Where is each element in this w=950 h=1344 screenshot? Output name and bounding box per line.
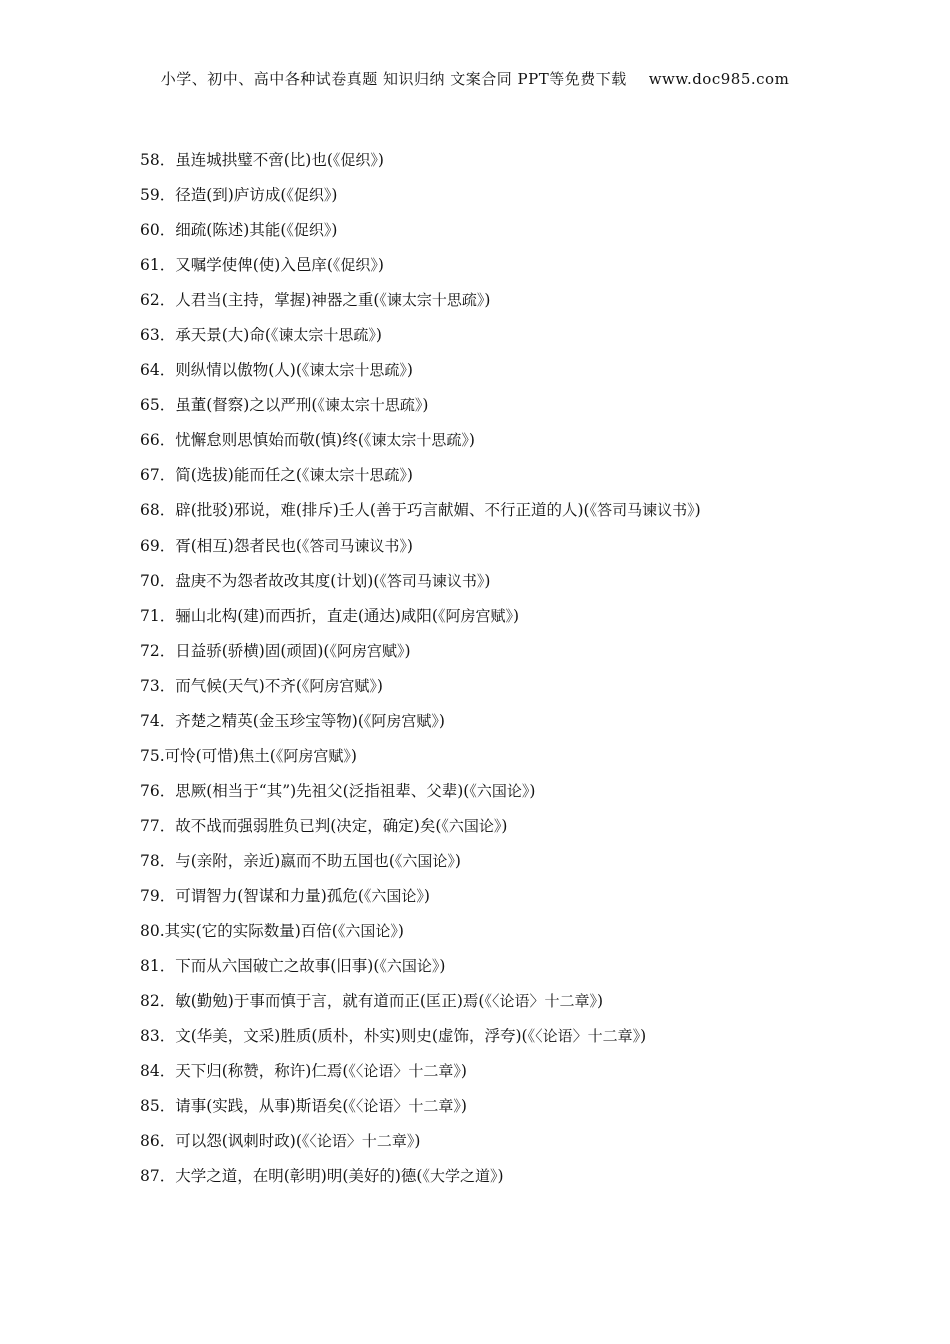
item-text: 虽连城拱璧不啻(比)也(	[175, 151, 333, 169]
item-source: 《〈论语〉十二章》	[527, 1027, 641, 1046]
list-item	[140, 1023, 930, 1058]
item-text: 文(华美，文采)胜质(质朴，朴实)则史(虚饰，浮夸)(	[175, 1027, 528, 1046]
item-source: 《阿房宫赋》	[437, 606, 513, 625]
list-item	[140, 988, 930, 1023]
item-source: 《〈论语〉十二章》	[484, 992, 597, 1011]
item-number: 64．	[140, 361, 176, 380]
item-number: 71．	[140, 606, 176, 625]
item-source: 《〈论语〉十二章》	[301, 1132, 415, 1151]
item-number: 82．	[140, 992, 176, 1011]
item-number: 74．	[140, 711, 176, 730]
item-number: 81．	[140, 957, 176, 976]
item-source: 《谏太宗十思疏》	[301, 361, 407, 380]
list-item	[140, 638, 930, 673]
item-number: 80.	[140, 922, 165, 941]
list-item	[140, 743, 930, 778]
item-number: 84．	[140, 1062, 176, 1081]
list-item	[140, 252, 930, 287]
item-close: )	[460, 1062, 467, 1081]
item-source: 《六国论》	[469, 781, 530, 800]
item-text: 承天景(大)命(	[175, 326, 271, 345]
item-close: )	[513, 606, 520, 625]
header-url[interactable]: www.doc985.com	[648, 70, 790, 88]
page-header	[0, 68, 950, 89]
item-text: 敏(勤勉)于事而慎于言，就有道而正(匡正)焉(	[175, 992, 485, 1011]
list-item	[140, 182, 930, 217]
item-source: 《促织》	[286, 186, 332, 205]
item-source: 《谏太宗十思疏》	[363, 431, 469, 450]
list-item	[140, 462, 930, 497]
item-source: 《谏太宗十思疏》	[301, 466, 407, 485]
item-close: )	[406, 536, 413, 555]
item-number: 66．	[140, 431, 176, 450]
item-close: )	[439, 957, 446, 976]
item-source: 《六国论》	[337, 922, 398, 941]
item-number: 61．	[140, 256, 176, 275]
item-text: 可谓智力(智谋和力量)孤危(	[175, 886, 364, 905]
item-close: )	[468, 431, 475, 450]
item-source: 《六国论》	[363, 886, 424, 905]
item-source: 《促织》	[332, 256, 378, 275]
list-item	[140, 147, 930, 182]
item-text: 下而从六国破亡之故事(旧事)(	[175, 957, 380, 976]
item-source: 《六国论》	[394, 851, 455, 870]
item-text: 辟(批驳)邪说，难(排斥)壬人(善于巧言献媚、不行正道的人)(	[175, 501, 590, 520]
list-item	[140, 287, 930, 322]
item-text: 盘庚不为怨者故改其度(计划)(	[175, 571, 380, 590]
item-close: )	[501, 816, 508, 835]
item-source: 《谏太宗十思疏》	[379, 291, 485, 310]
item-source: 《答司马谏议书》	[379, 571, 485, 590]
item-number: 68．	[140, 501, 176, 520]
item-number: 85．	[140, 1097, 176, 1116]
item-close: )	[484, 571, 491, 590]
item-text: 其实(它的实际数量)百倍(	[164, 922, 338, 941]
item-number: 78．	[140, 851, 176, 870]
list-item	[140, 708, 930, 743]
item-source: 《阿房宫赋》	[301, 676, 377, 695]
list-item	[140, 953, 930, 988]
item-number: 59．	[140, 186, 176, 205]
item-text: 请事(实践，从事)斯语矣(	[175, 1097, 349, 1116]
item-number: 87．	[140, 1167, 176, 1186]
list-item	[140, 673, 930, 708]
item-number: 65．	[140, 396, 176, 415]
item-text: 径造(到)庐访成(	[175, 186, 287, 205]
item-text: 大学之道，在明(彰明)明(美好的)德(	[175, 1167, 423, 1186]
item-source: 《答司马谏议书》	[589, 501, 695, 520]
item-close: )	[404, 641, 411, 660]
list-item	[140, 603, 930, 638]
item-close: )	[438, 711, 445, 730]
item-text: 与(亲附，亲近)嬴而不助五国也(	[175, 851, 395, 870]
item-number: 62．	[140, 291, 176, 310]
item-number: 63．	[140, 326, 176, 345]
item-close: )	[484, 291, 491, 310]
list-item	[140, 1128, 930, 1163]
item-source: 《六国论》	[379, 957, 440, 976]
item-text: 人君当(主持，掌握)神器之重(	[175, 291, 380, 310]
item-text: 又嘱学使俾(使)入邑庠(	[175, 256, 333, 275]
item-text: 思厥(相当于“其”)先祖父(泛指祖辈、父辈)(	[175, 781, 470, 800]
list-item	[140, 813, 930, 848]
item-source: 《阿房宫赋》	[275, 746, 351, 765]
item-close: )	[377, 256, 384, 275]
item-number: 58．	[140, 151, 176, 169]
item-source: 《阿房宫赋》	[363, 711, 439, 730]
item-close: )	[497, 1167, 504, 1186]
item-number: 72．	[140, 641, 176, 660]
item-text: 胥(相互)怨者民也(	[175, 536, 302, 555]
item-close: )	[350, 746, 357, 765]
header-text: 小学、初中、高中各种试卷真题 知识归纳 文案合同 PPT等免费下载	[160, 70, 627, 88]
item-text: 则纵情以傲物(人)(	[175, 361, 302, 380]
item-text: 简(选拔)能而任之(	[175, 466, 302, 485]
item-number: 83．	[140, 1027, 176, 1046]
item-number: 73．	[140, 676, 176, 695]
list-item	[140, 848, 930, 883]
item-close: )	[597, 992, 604, 1011]
item-text: 可以怨(讽刺时政)(	[175, 1132, 302, 1151]
list-item	[140, 357, 930, 392]
item-text: 齐楚之精英(金玉珍宝等物)(	[175, 711, 364, 730]
item-close: )	[397, 922, 404, 941]
item-text: 骊山北构(建)而西折，直走(通达)咸阳(	[175, 606, 438, 625]
list-item	[140, 1058, 930, 1093]
item-number: 76．	[140, 781, 176, 800]
item-close: )	[376, 676, 383, 695]
item-number: 60．	[140, 221, 176, 240]
item-close: )	[694, 501, 701, 520]
item-source: 《谏太宗十思疏》	[270, 326, 376, 345]
list-item	[140, 778, 930, 813]
item-text: 忧懈怠则思慎始而敬(慎)终(	[175, 431, 364, 450]
item-close: )	[423, 886, 430, 905]
item-close: )	[331, 186, 338, 205]
item-close: )	[406, 466, 413, 485]
item-close: )	[460, 1097, 467, 1116]
list-item	[140, 918, 930, 953]
item-close: )	[406, 361, 413, 380]
item-close: )	[529, 781, 536, 800]
item-text: 虽董(督察)之以严刑(	[175, 396, 318, 415]
item-close: )	[640, 1027, 647, 1046]
item-source: 《答司马谏议书》	[301, 536, 407, 555]
item-close: )	[375, 326, 382, 345]
item-source: 《六国论》	[441, 816, 502, 835]
list-item	[140, 322, 930, 357]
item-number: 75.	[140, 746, 165, 765]
list-item	[140, 1093, 930, 1128]
item-number: 67．	[140, 466, 176, 485]
item-close: )	[454, 851, 461, 870]
item-close: )	[414, 1132, 421, 1151]
item-source: 《阿房宫赋》	[329, 641, 405, 660]
item-close: )	[377, 151, 384, 169]
list-item	[140, 1163, 930, 1198]
list-item	[140, 568, 930, 603]
item-source: 《〈论语〉十二章》	[348, 1062, 461, 1081]
item-number: 77．	[140, 816, 176, 835]
item-number: 69．	[140, 536, 176, 555]
list-item	[140, 217, 930, 252]
item-close: )	[422, 396, 429, 415]
list-item	[140, 427, 930, 462]
item-number: 70．	[140, 571, 176, 590]
item-text: 故不战而强弱胜负已判(决定，确定)矣(	[175, 816, 442, 835]
item-source: 《促织》	[332, 151, 378, 169]
item-source: 《谏太宗十思疏》	[317, 396, 423, 415]
item-number: 86．	[140, 1132, 176, 1151]
item-source: 《大学之道》	[422, 1167, 498, 1186]
item-list	[140, 147, 930, 1198]
list-item	[140, 533, 930, 568]
item-number: 79．	[140, 886, 176, 905]
item-text: 而气候(天气)不齐(	[175, 676, 302, 695]
item-text: 可怜(可惜)焦土(	[164, 746, 276, 765]
item-source: 《促织》	[286, 221, 332, 240]
item-text: 细疏(陈述)其能(	[175, 221, 287, 240]
list-item	[140, 883, 930, 918]
list-item	[140, 497, 930, 532]
item-text: 天下归(称赞，称许)仁焉(	[175, 1062, 349, 1081]
list-item	[140, 392, 930, 427]
item-close: )	[331, 221, 338, 240]
item-source: 《〈论语〉十二章》	[348, 1097, 461, 1116]
item-text: 日益骄(骄横)固(顽固)(	[175, 641, 330, 660]
